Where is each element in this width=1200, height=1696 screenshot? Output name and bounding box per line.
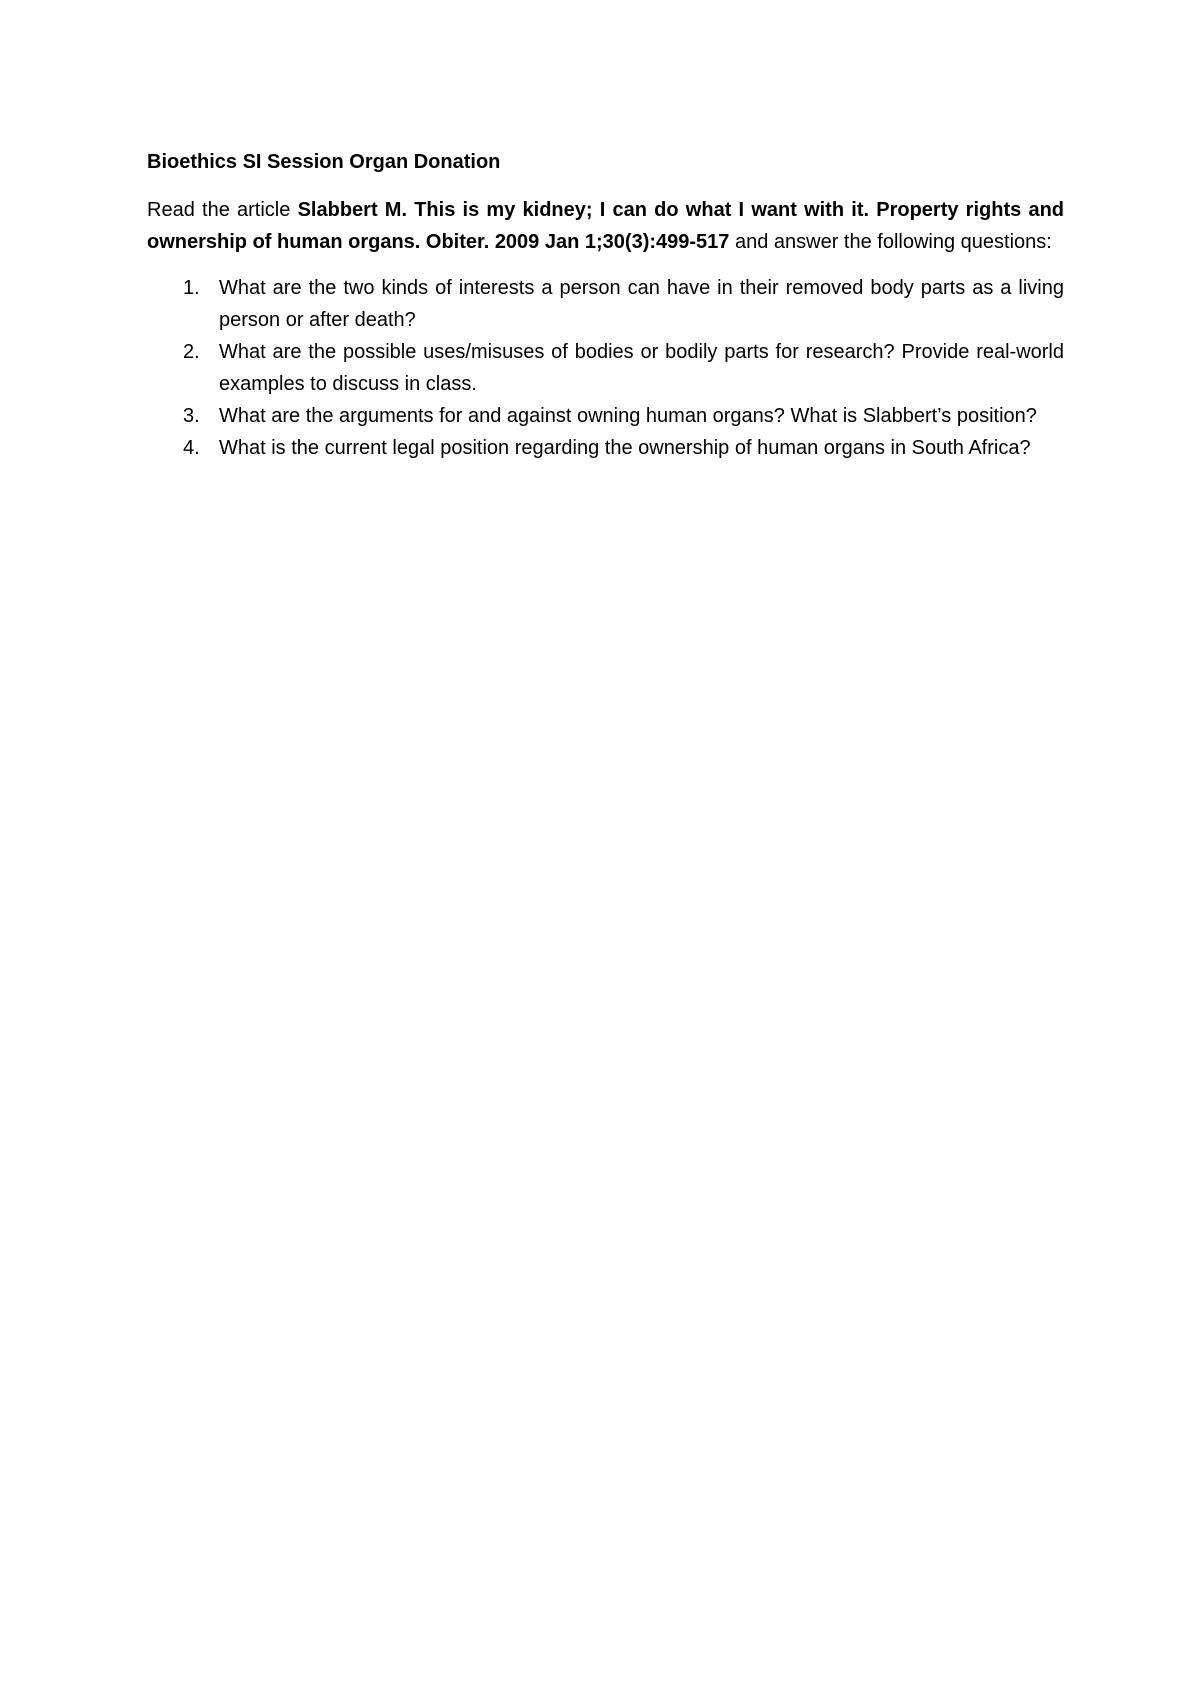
list-item (147, 272, 1064, 336)
list-item (147, 432, 1064, 464)
document-title: Bioethics SI Session Organ Donation (147, 151, 501, 173)
question-number: 1. (183, 277, 200, 299)
question-number: 2. (183, 341, 200, 363)
question-text: What are the possible uses/misuses of bodies or bodily parts for research? Provide real-world examples to discuss in class. (219, 341, 1064, 395)
list-item (147, 400, 1064, 432)
intro-paragraph (147, 194, 1064, 258)
article-citation: Slabbert M. This is my kidney; I can do what I want with it. Property rights and ownership of human organs. Obiter. 2009 Jan 1;30(3):499-517 (147, 199, 1065, 253)
document-body (147, 146, 1064, 464)
questions-list (147, 272, 1064, 464)
intro-lead: Read the article (147, 199, 298, 221)
list-item (147, 336, 1064, 400)
question-number: 3. (183, 405, 200, 427)
question-text: What are the arguments for and against owning human organs? What is Slabbert’s position? (219, 405, 1037, 427)
intro-tail: and answer the following questions: (729, 231, 1052, 253)
question-number: 4. (183, 437, 200, 459)
question-text: What is the current legal position regarding the ownership of human organs in South Africa? (219, 437, 1031, 459)
question-text: What are the two kinds of interests a person can have in their removed body parts as a living person or after death? (219, 277, 1064, 331)
